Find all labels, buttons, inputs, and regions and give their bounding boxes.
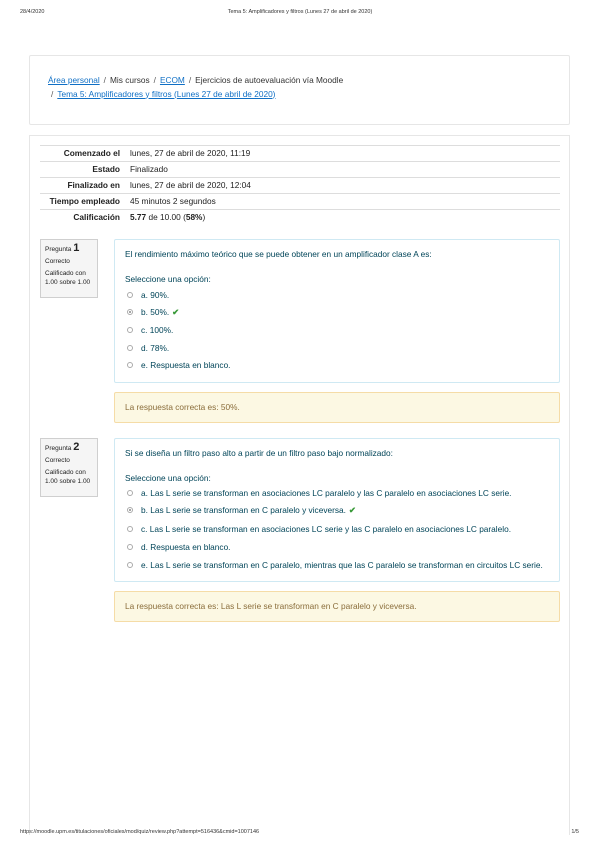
breadcrumb-mis-cursos: Mis cursos	[109, 75, 150, 85]
print-url: https://moodle.upm.es/titulaciones/oficiales/mod/quiz/review.php?attempt=516436&cmid=1007146	[20, 829, 260, 835]
answer-option[interactable]: c. Las L serie se transforman en asociaciones LC serie y las C paralelo en asociaciones LC paralelo.	[127, 524, 511, 534]
question-feedback: La respuesta correcta es: Las L serie se transforman en C paralelo y viceversa.	[114, 591, 560, 622]
grade-rest: de 10.00 (	[146, 212, 186, 222]
question-text: El rendimiento máximo teórico que se puede obtener en un amplificador clase A es:	[125, 249, 432, 259]
answer-option[interactable]: e. Respuesta en blanco.	[127, 360, 230, 370]
summary-value: 45 minutos 2 segundos	[130, 196, 216, 206]
answer-option[interactable]: a. 90%.	[127, 290, 169, 300]
answer-option[interactable]: e. Las L serie se transforman en C paralelo, mientras que las C paralelo se transforman en circuitos LC serie.	[127, 560, 543, 570]
question-feedback: La respuesta correcta es: 50%.	[114, 392, 560, 423]
summary-label: Calificación	[73, 212, 120, 222]
radio-button[interactable]	[127, 544, 133, 550]
summary-row	[40, 194, 560, 210]
answer-option[interactable]: b. 50%. ✔	[127, 307, 179, 317]
summary-label: Tiempo empleado	[49, 196, 120, 206]
breadcrumb-separator: /	[188, 75, 192, 85]
question-grade: Calificado con 1.00 sobre 1.00	[45, 469, 91, 485]
answer-option[interactable]: b. Las L serie se transforman en C paralelo y viceversa. ✔	[127, 505, 356, 515]
summary-row	[40, 146, 560, 162]
summary-row	[40, 178, 560, 194]
check-icon: ✔	[348, 505, 356, 515]
breadcrumb-separator: /	[103, 75, 106, 85]
print-title: Tema 5: Amplificadores y filtros (Lunes 27 de abril de 2020)	[227, 9, 373, 15]
radio-button-selected[interactable]	[127, 507, 133, 513]
breadcrumb-separator: /	[153, 75, 156, 85]
summary-value: lunes, 27 de abril de 2020, 11:19	[130, 148, 251, 158]
breadcrumb-ecom[interactable]: ECOM	[159, 75, 185, 85]
question-content	[114, 239, 560, 383]
summary-grade	[125, 210, 560, 226]
summary-label: Finalizado en	[67, 180, 120, 190]
breadcrumb-separator: /	[51, 88, 54, 99]
summary-value: Finalizado	[130, 164, 168, 174]
radio-button[interactable]	[127, 526, 133, 532]
question-number: Pregunta 1	[45, 242, 80, 254]
question-content	[114, 438, 560, 582]
grade-value: 5.77	[130, 212, 147, 222]
breadcrumb	[48, 74, 558, 101]
check-icon: ✔	[172, 307, 180, 317]
radio-button[interactable]	[127, 562, 133, 568]
radio-button-selected[interactable]	[127, 309, 133, 315]
summary-row	[40, 210, 560, 226]
question-info	[40, 239, 98, 298]
answer-option[interactable]: d. 78%.	[127, 343, 169, 353]
print-page-number: 1/5	[571, 829, 579, 835]
question-state: Correcto	[45, 457, 70, 464]
radio-button[interactable]	[127, 327, 133, 333]
question-grade: Calificado con 1.00 sobre 1.00	[45, 270, 91, 286]
summary-label: Comenzado el	[63, 148, 120, 158]
question-prompt: Seleccione una opción:	[125, 473, 211, 483]
radio-button[interactable]	[127, 292, 133, 298]
answer-option[interactable]: a. Las L serie se transforman en asociaciones LC paralelo y las C paralelo en asociaciones LC serie.	[127, 488, 511, 498]
print-date: 28/4/2020	[20, 9, 45, 15]
answer-option[interactable]: d. Respuesta en blanco.	[127, 542, 230, 552]
radio-button[interactable]	[127, 345, 133, 351]
breadcrumb-ejercicios: Ejercicios de autoevaluación vía Moodle	[195, 75, 344, 85]
answer-option[interactable]: c. 100%.	[127, 325, 173, 335]
question-text: Si se diseña un filtro paso alto a partir de un filtro paso bajo normalizado:	[125, 448, 393, 458]
summary-label: Estado	[92, 164, 120, 174]
radio-button[interactable]	[127, 490, 133, 496]
attempt-summary-table	[40, 145, 560, 225]
grade-close: )	[202, 212, 206, 222]
breadcrumb-area-personal[interactable]: Área personal	[48, 75, 100, 85]
question-state: Correcto	[45, 258, 70, 265]
summary-row	[40, 162, 560, 178]
question-prompt: Seleccione una opción:	[125, 274, 211, 284]
breadcrumb-tema5[interactable]: Tema 5: Amplificadores y filtros (Lunes 27 de abril de 2020)	[57, 88, 276, 99]
grade-percent: 58%	[185, 212, 203, 222]
question-info	[40, 438, 98, 497]
radio-button[interactable]	[127, 362, 133, 368]
summary-value: lunes, 27 de abril de 2020, 12:04	[130, 180, 251, 190]
question-number: Pregunta 2	[45, 441, 80, 453]
